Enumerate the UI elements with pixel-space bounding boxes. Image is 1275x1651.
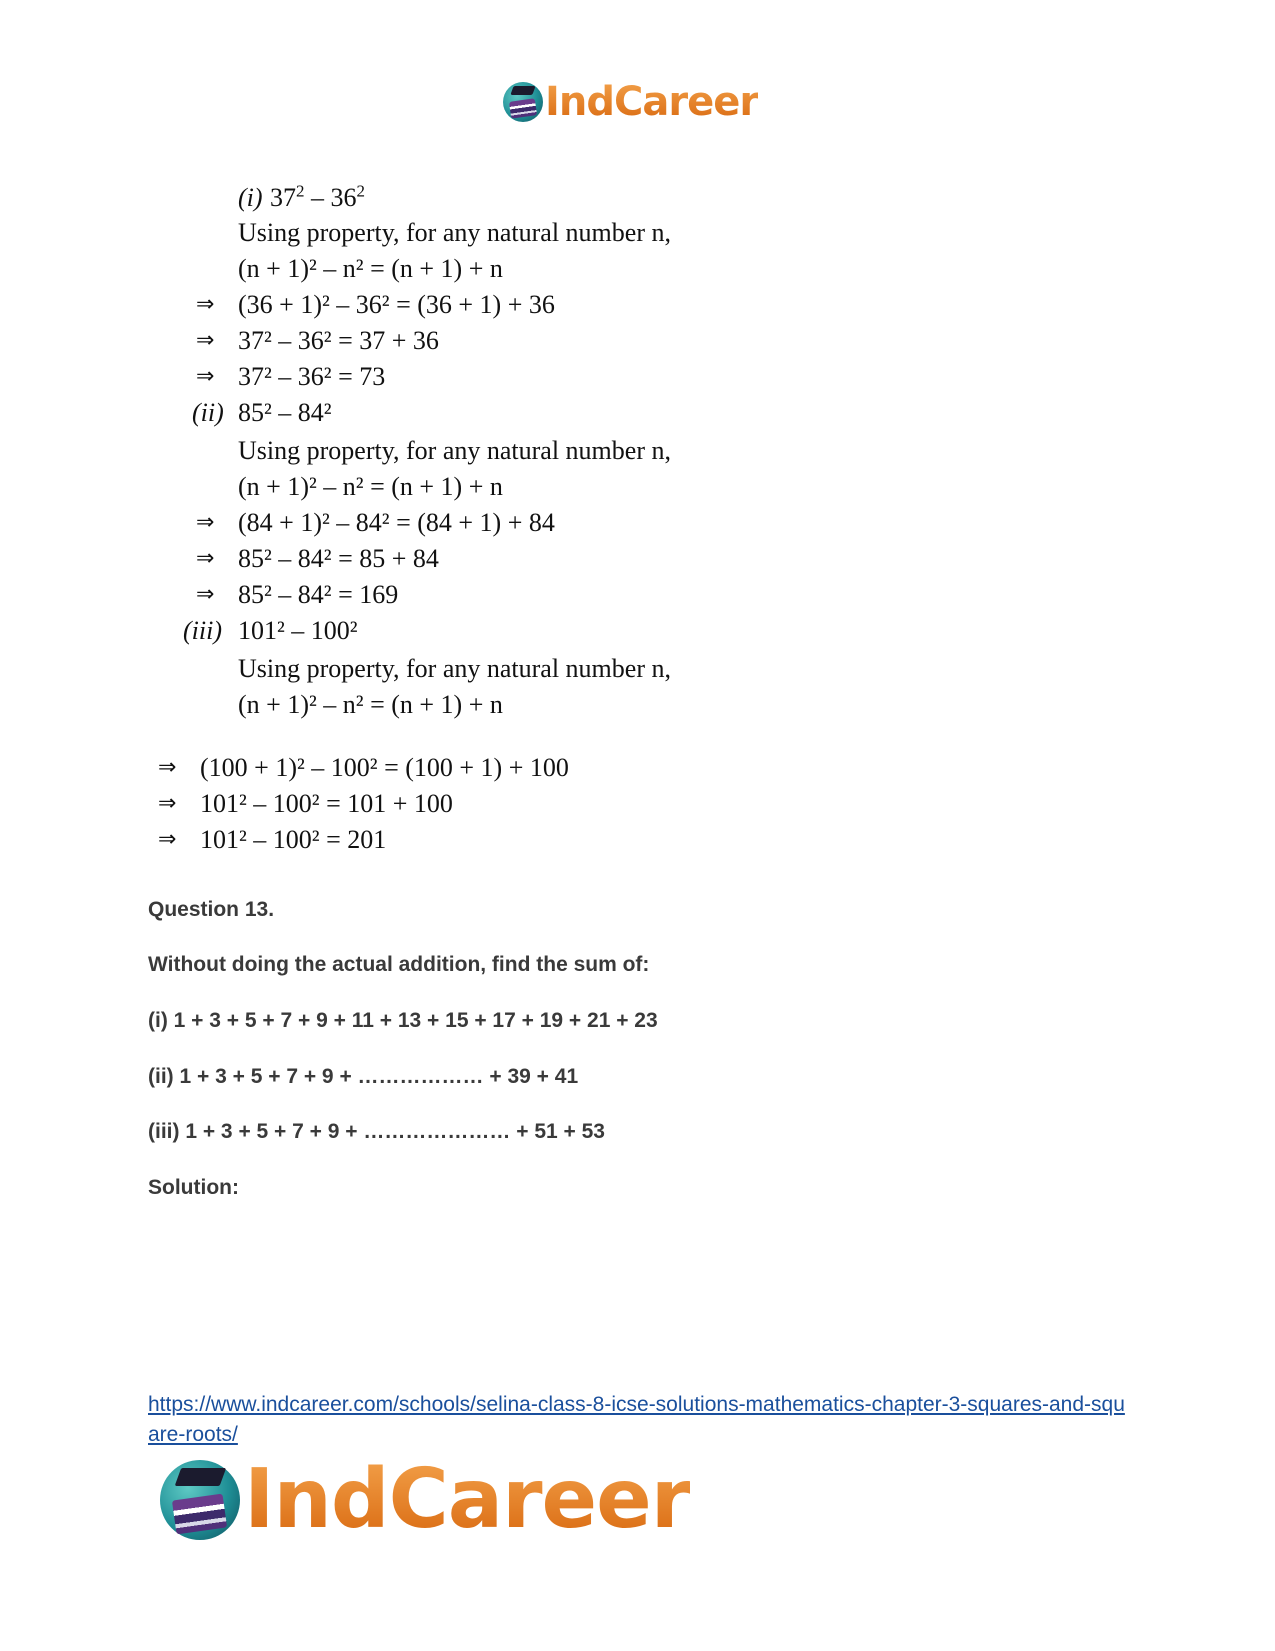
footer-logo bbox=[160, 1452, 691, 1547]
logo-wordmark: IndCareer bbox=[545, 79, 759, 125]
implies-arrow: ⇒ bbox=[196, 582, 215, 607]
question-prompt: Without doing the actual addition, find the sum of: bbox=[148, 953, 650, 976]
implies-arrow: ⇒ bbox=[196, 364, 215, 389]
part-iii-step-3: ⇒ 101² – 100² = 201 bbox=[158, 825, 387, 854]
globe-books-logo-icon bbox=[160, 1460, 240, 1540]
part-i-identity: (n + 1)² – n² = (n + 1) + n bbox=[238, 254, 503, 283]
implies-arrow: ⇒ bbox=[196, 546, 215, 571]
solution-label: Solution: bbox=[148, 1176, 239, 1199]
part-iii-step-1: ⇒ (100 + 1)² – 100² = (100 + 1) + 100 bbox=[158, 753, 569, 782]
source-url-link[interactable]: https://www.indcareer.com/schools/selina-class-8-icse-solutions-mathematics-chapter-3-squares-and-square-roots/ bbox=[148, 1393, 1125, 1446]
implies-arrow: ⇒ bbox=[158, 791, 177, 816]
header-logo bbox=[503, 80, 758, 124]
implies-arrow: ⇒ bbox=[196, 510, 215, 535]
part-i-step-1: ⇒ (36 + 1)² – 36² = (36 + 1) + 36 bbox=[196, 290, 555, 319]
part-i-step-3: ⇒ 37² – 36² = 73 bbox=[196, 362, 386, 391]
question-item-iii: (iii) 1 + 3 + 5 + 7 + 9 + ………………… + 51 + 53 bbox=[148, 1120, 605, 1143]
implies-arrow: ⇒ bbox=[158, 827, 177, 852]
part-ii-label: (ii) bbox=[192, 398, 224, 427]
part-ii-identity: (n + 1)² – n² = (n + 1) + n bbox=[238, 472, 503, 501]
implies-arrow: ⇒ bbox=[196, 328, 215, 353]
part-i-property: Using property, for any natural number n, bbox=[238, 218, 671, 247]
logo-wordmark: IndCareer bbox=[244, 1452, 691, 1547]
part-iii-step-2: ⇒ 101² – 100² = 101 + 100 bbox=[158, 789, 453, 818]
question-item-ii: (ii) 1 + 3 + 5 + 7 + 9 + ……………… + 39 + 41 bbox=[148, 1065, 579, 1088]
part-ii-step-3: ⇒ 85² – 84² = 169 bbox=[196, 580, 399, 609]
part-ii-expression: (ii) 85² – 84² bbox=[192, 398, 332, 427]
part-i-step-2: ⇒ 37² – 36² = 37 + 36 bbox=[196, 326, 439, 355]
part-i-label: (i) bbox=[238, 183, 263, 212]
part-iii-identity: (n + 1)² – n² = (n + 1) + n bbox=[238, 690, 503, 719]
part-ii-step-1: ⇒ (84 + 1)² – 84² = (84 + 1) + 84 bbox=[196, 508, 555, 537]
implies-arrow: ⇒ bbox=[158, 755, 177, 780]
part-ii-step-2: ⇒ 85² – 84² = 85 + 84 bbox=[196, 544, 439, 573]
part-iii-label: (iii) bbox=[183, 616, 222, 645]
globe-books-logo-icon bbox=[503, 82, 543, 122]
implies-arrow: ⇒ bbox=[196, 292, 215, 317]
question-title: Question 13. bbox=[148, 898, 275, 921]
question-item-i: (i) 1 + 3 + 5 + 7 + 9 + 11 + 13 + 15 + 17 + 19 + 21 + 23 bbox=[148, 1009, 658, 1032]
part-i-expression: (i) $37^2 - 36^2$ bbox=[238, 181, 365, 212]
part-iii-expression: (iii) 101² – 100² bbox=[183, 616, 358, 645]
part-ii-property: Using property, for any natural number n, bbox=[238, 436, 671, 465]
part-iii-property: Using property, for any natural number n, bbox=[238, 654, 671, 683]
